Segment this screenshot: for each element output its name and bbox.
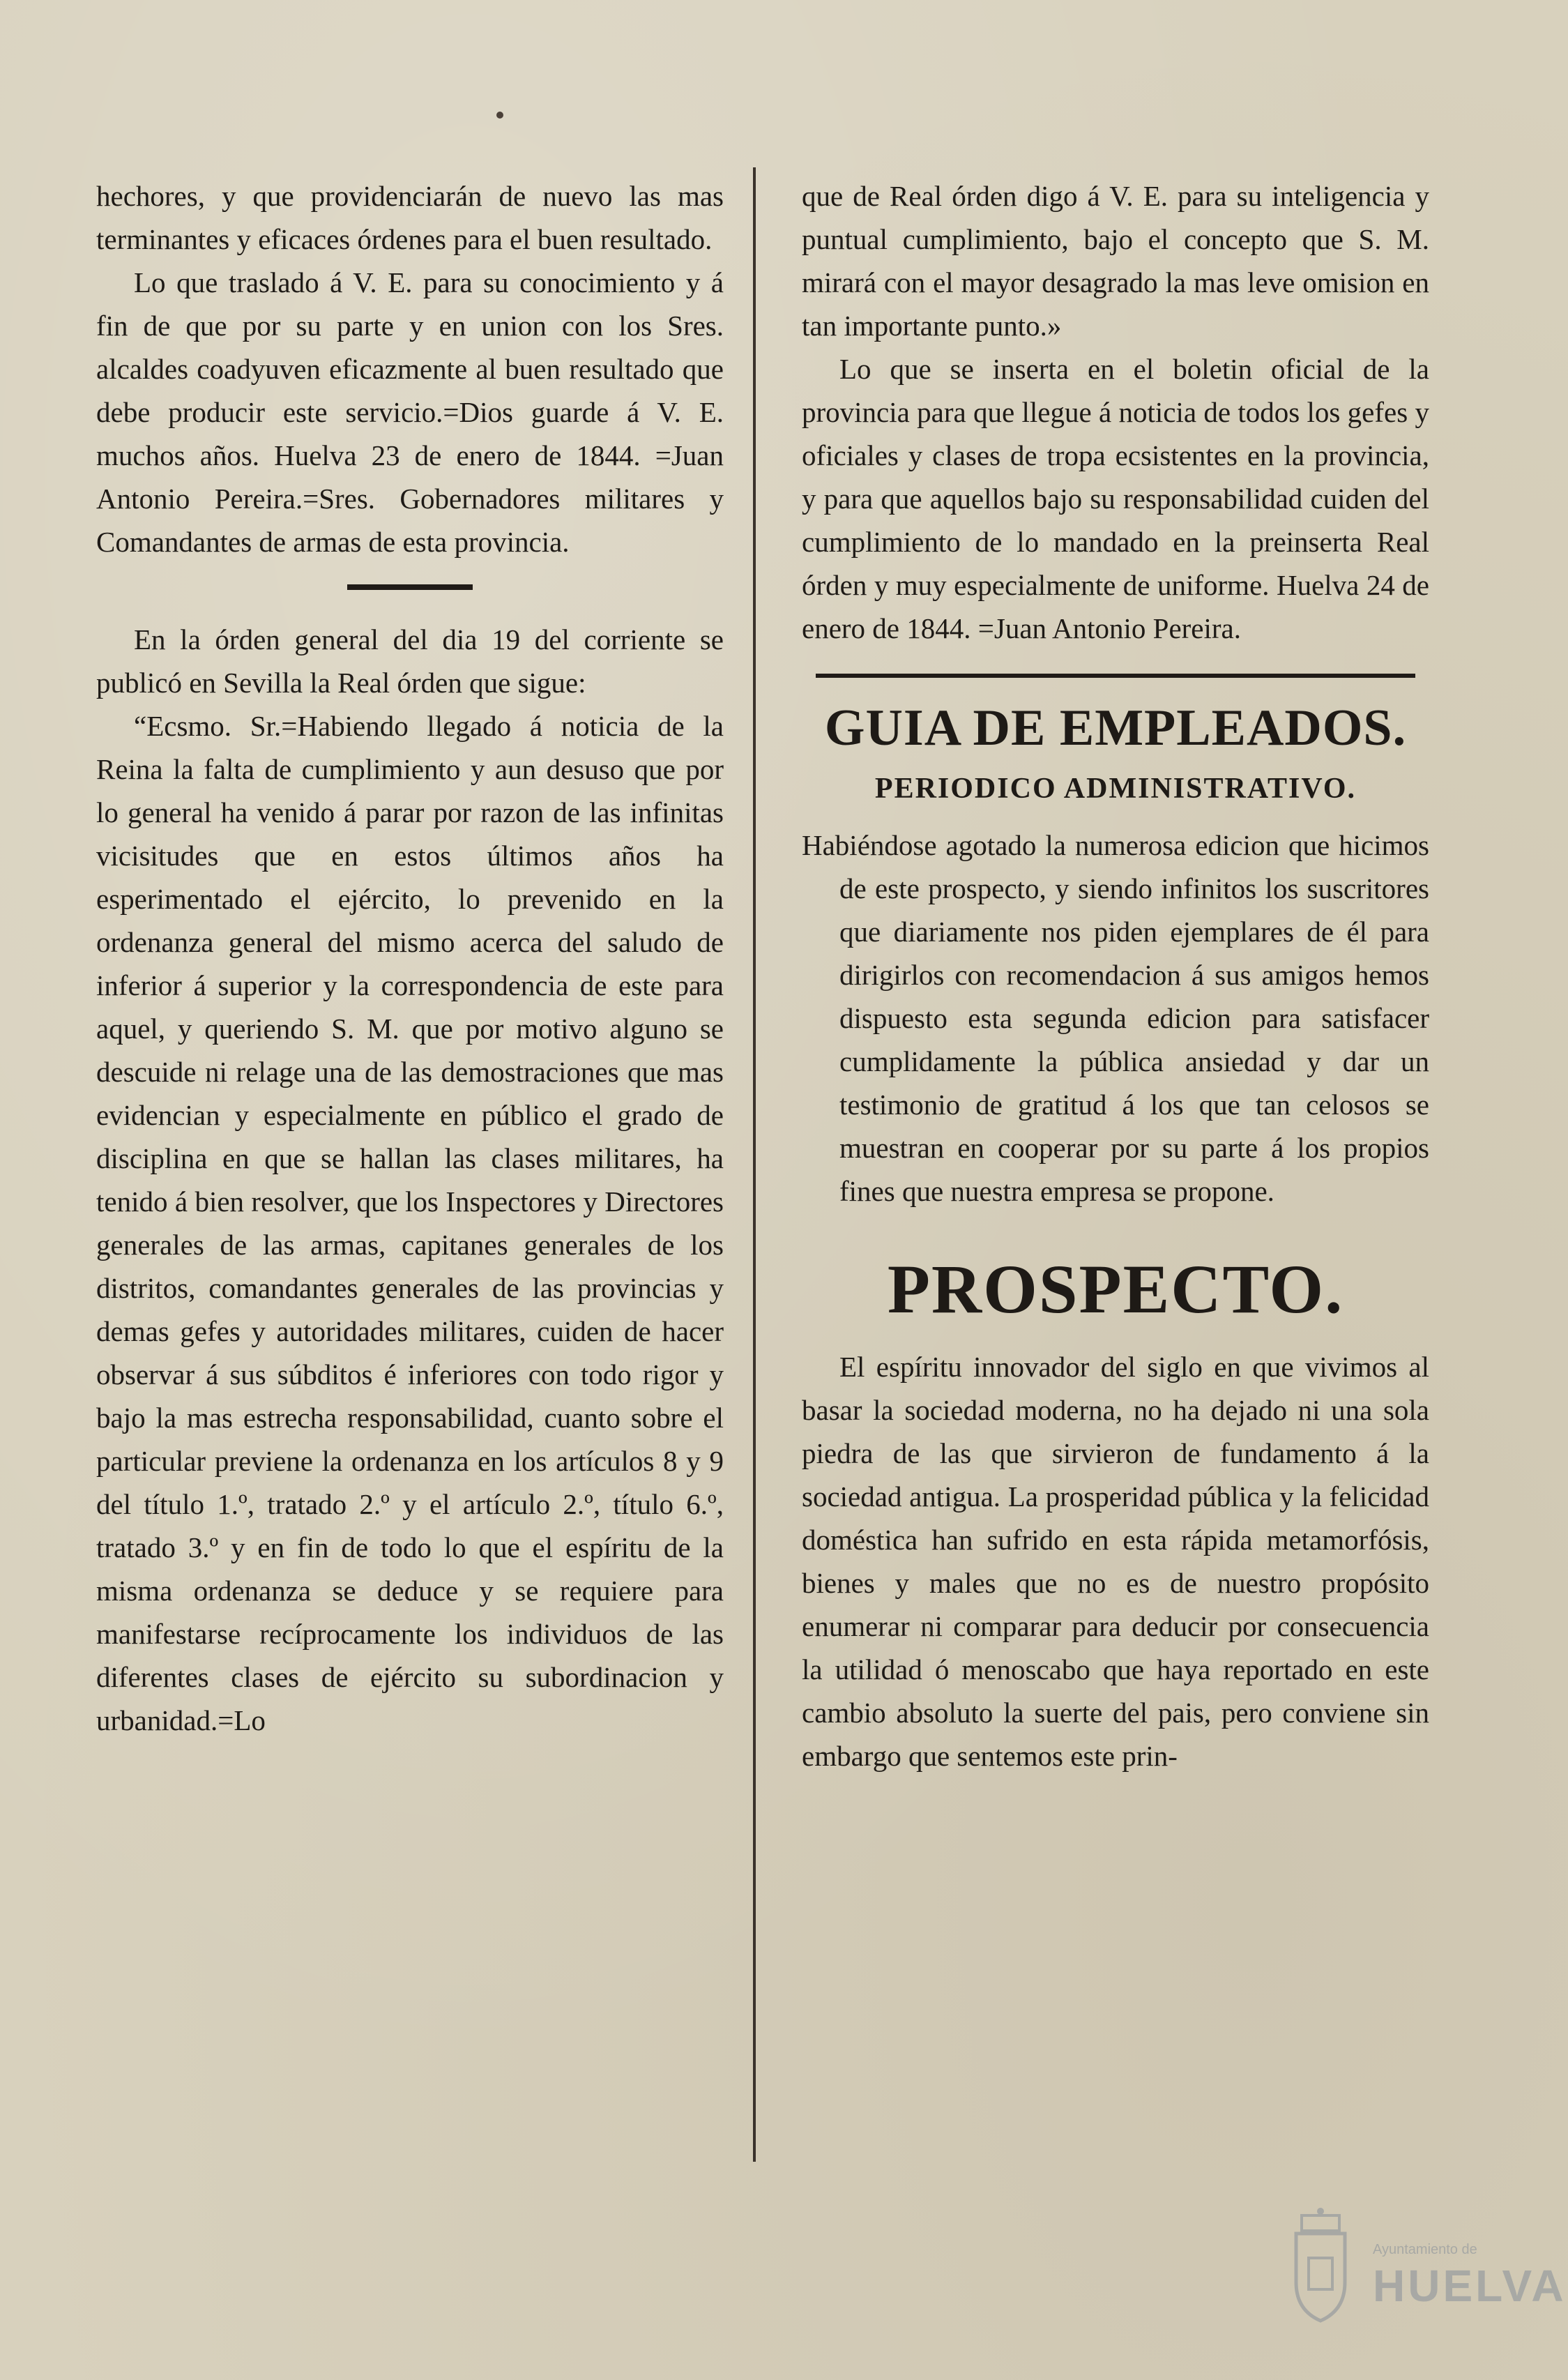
- left-paragraph-1: hechores, y que providenciarán de nuevo las mas terminantes y eficaces órdenes para el buen resultado.: [96, 180, 724, 255]
- left-paragraph-4: “Ecsmo. Sr.=Habiendo llegado á noticia de la Reina la falta de cumplimiento y aun desuso que por lo general ha venido á parar por razon de las infinitas vicisitudes que en estos últimos años ha esperimentado el ejército, lo prevenido en la ordenanza general del mismo acerca del saludo de inferior á superior y la correspondencia de este para aquel, y queriendo S. M. que por motivo alguno se descuide ni relage una de las demostraciones que mas evidencian y especialmente en público el grado de disciplina en que se hallan las clases militares, ha tenido á bien resolver, que los Inspectores y Directores generales de las armas, capitanes generales de los distritos, comandantes generales de las provincias y demas gefes y autoridades militares, cuiden de hacer observar á sus súbditos é inferiores con todo rigor y bajo la mas estrecha responsabilidad, cuanto sobre el particular previene la ordenanza en los artículos 8 y 9 del título 1.º, tratado 2.º y el artículo 2.º, título 6.º, tratado 3.º y en fin de todo lo que el espíritu de la misma ordenanza se deduce y se requiere para manifestarse recíprocamente los individuos de las diferentes clases de ejército su subordinacion y urbanidad.=Lo: [96, 710, 724, 1736]
- right-paragraph-4: El espíritu innovador del siglo en que vivimos al basar la sociedad moderna, no ha dejado ni una sola piedra de las que sirvieron de fundamento á la sociedad antigua. La prosperidad pública y la felicidad doméstica han sufrido en esta rápida metamorfósis, bienes y males que no es de nuestro propósito enumerar ni comparar para deducir por consecuencia la utilidad ó menoscabo que haya reportado en este cambio absoluto la suerte del pais, pero conviene sin embargo que sentemos este prin-: [802, 1351, 1429, 1772]
- right-paragraph-3: Habiéndose agotado la numerosa edicion que hicimos de este prospecto, y siendo infinitos los suscritores que diariamente nos piden ejemplares de él para dirigirlos con recomendacion á sus amigos hemos dispuesto esta segunda edicion para satisfacer cumplidamente la pública ansiedad y dar un testimonio de gratitud á los que tan celosos se muestran en cooperar por su parte á los propios fines que nuestra empresa se propone.: [802, 829, 1429, 1207]
- archive-watermark: [1275, 2206, 1567, 2324]
- prospecto-heading: PROSPECTO.: [887, 1250, 1344, 1328]
- periodico-subheading: PERIODICO ADMINISTRATIVO.: [874, 773, 1357, 805]
- section-rule: [347, 584, 473, 590]
- page-dot-mark: [496, 112, 503, 119]
- column-divider: [753, 167, 756, 2162]
- left-column: [96, 174, 724, 1742]
- guia-heading: GUIA DE EMPLEADOS.: [824, 699, 1407, 757]
- left-paragraph-2: Lo que traslado á V. E. para su conocimiento y á fin de que por su parte y en union con los Sres. alcaldes coadyuven eficazmente al buen resultado que debe producir este servicio.=Dios guarde á V. E. muchos años. Huelva 23 de enero de 1844. =Juan Antonio Pereira.=Sres. Gobernadores militares y Comandantes de armas de esta provincia.: [96, 266, 724, 558]
- watermark-big-text: HUELVA: [1373, 2261, 1567, 2311]
- watermark-small-text: Ayuntamiento de: [1373, 2242, 1477, 2257]
- section-rule-long: [816, 674, 1415, 678]
- coat-of-arms-icon: [1275, 2206, 1366, 2324]
- right-paragraph-2: Lo que se inserta en el boletin oficial de la provincia para que llegue á noticia de todos los gefes y oficiales y clases de tropa ecsistentes en la provincia, y para que aquellos bajo su responsabilidad cuiden del cumplimiento de lo mandado en la preinserta Real órden y muy especialmente de uniforme. Huelva 24 de enero de 1844. =Juan Antonio Pereira.: [802, 353, 1429, 644]
- right-paragraph-1: que de Real órden digo á V. E. para su inteligencia y puntual cumplimiento, bajo el concepto que S. M. mirará con el mayor desagrado la mas leve omision en tan importante punto.»: [802, 180, 1429, 342]
- right-column: [802, 174, 1429, 1778]
- left-paragraph-3: En la órden general del dia 19 del corriente se publicó en Sevilla la Real órden que sigue:: [96, 623, 724, 699]
